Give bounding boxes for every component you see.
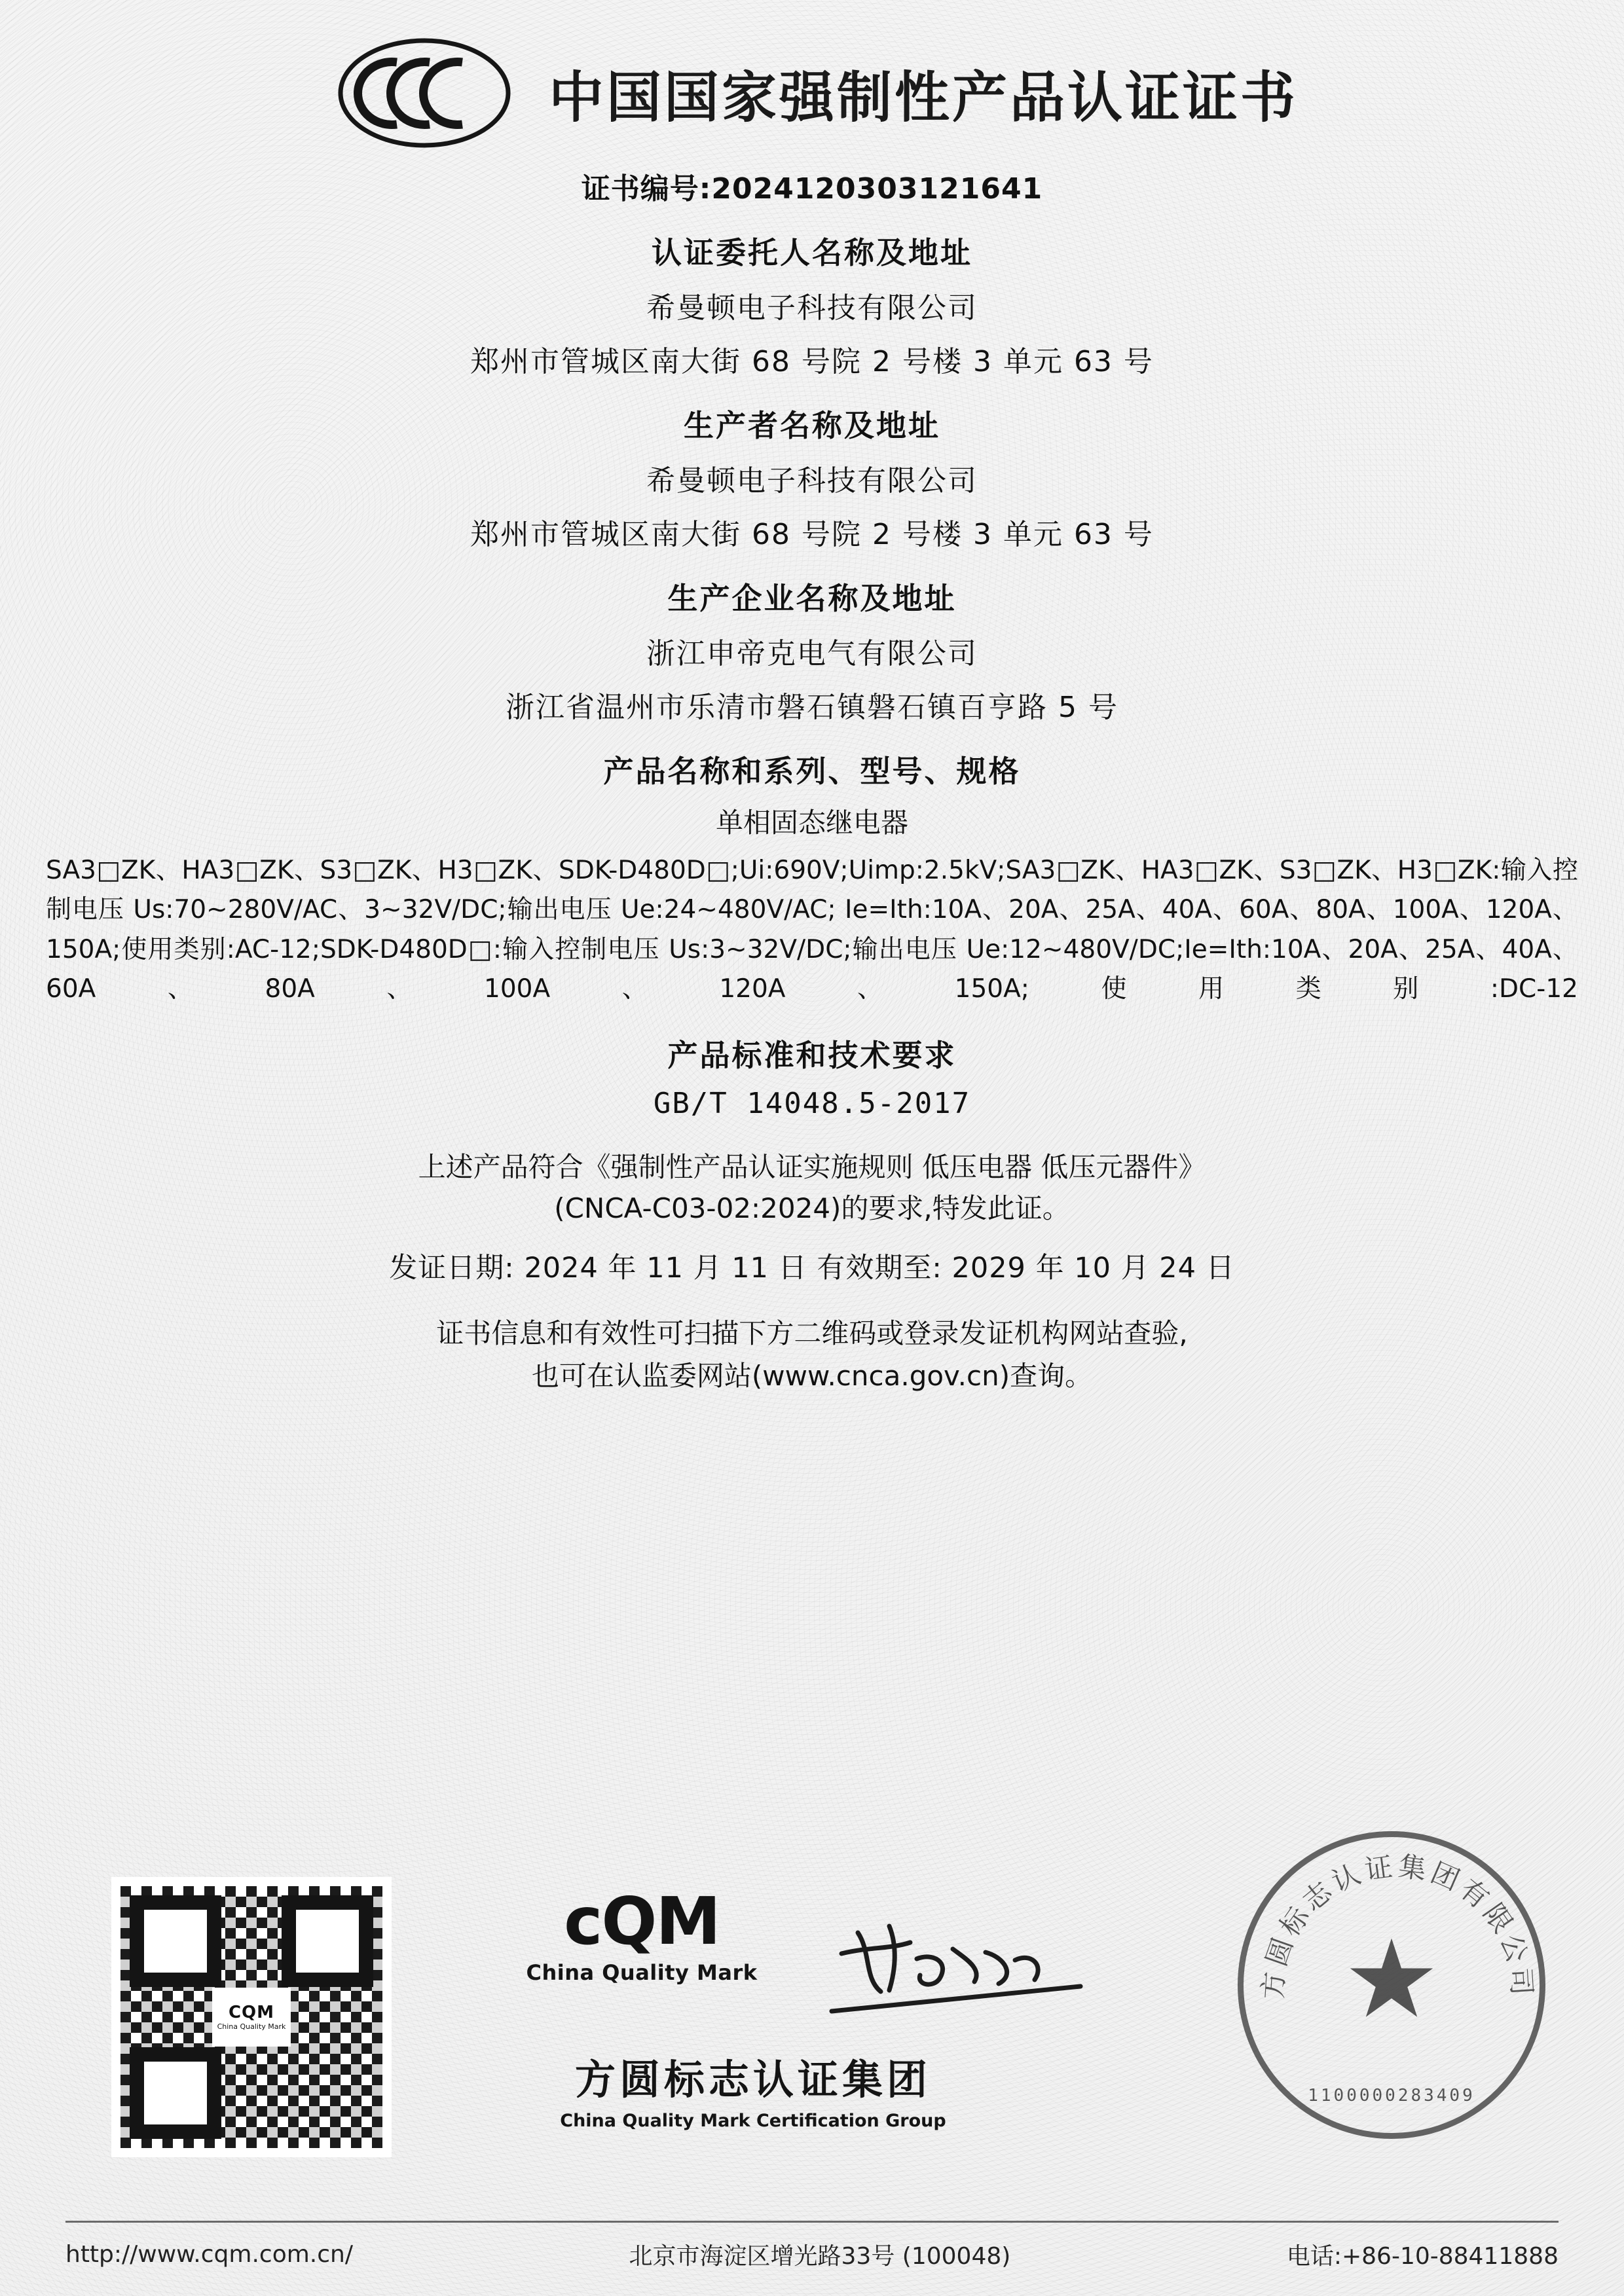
manufacturer-address: 浙江省温州市乐清市磐石镇磐石镇百亨路 5 号 xyxy=(506,691,1118,724)
applicant-address: 郑州市管城区南大街 68 号院 2 号楼 3 单元 63 号 xyxy=(470,345,1154,378)
certificate-header xyxy=(39,0,1585,151)
qr-finder-bottom-left xyxy=(130,2047,221,2139)
certificate-qr-code[interactable] xyxy=(111,1877,392,2157)
applicant-name: 希曼顿电子科技有限公司 xyxy=(646,291,978,325)
footer-website[interactable]: http://www.cqm.com.cn/ xyxy=(65,2241,353,2268)
certificate-footer-marks xyxy=(0,1850,1624,2198)
qr-center-sublabel: China Quality Mark xyxy=(217,2022,286,2031)
verification-line-1: 证书信息和有效性可扫描下方二维码或登录发证机构网站查验, xyxy=(436,1317,1188,1349)
authorized-signature xyxy=(819,1913,1094,2037)
cqm-logo-subtitle: China Quality Mark xyxy=(526,1960,758,1985)
applicant-label: 认证委托人名称及地址 xyxy=(652,235,972,270)
seal-number: 1100000283409 xyxy=(1308,2086,1475,2105)
verification-line-2: 也可在认监委网站(www.cnca.gov.cn)查询。 xyxy=(531,1359,1093,1392)
standard-value: GB/T 14048.5-2017 xyxy=(653,1086,971,1120)
footer xyxy=(65,2238,1559,2271)
qr-center-logo xyxy=(212,1988,291,2047)
section-producer xyxy=(39,402,1585,553)
section-standard xyxy=(39,1032,1585,1120)
issue-and-validity-dates: 发证日期: 2024 年 11 月 11 日 有效期至: 2029 年 10 月 24 日 xyxy=(389,1251,1235,1285)
cqm-chinese-sub: China Quality Mark Certification Group xyxy=(560,2111,946,2131)
product-specification: SA3□ZK、HA3□ZK、S3□ZK、H3□ZK、SDK-D480D□;Ui:690V;Uimp:2.5kV;SA3□ZK、HA3□ZK、S3□ZK、H3□ZK:输入控制电压 Us:70~280V/AC、3~32V/DC;输出电压 Ue:24~480V/AC; Ie=Ith:10A、20A、25A、40A、60A、80A、100A、120A、150A;使用类别:AC-12;SDK-D480D□:输入控制电压 Us:3~32V/DC;输出电压 Ue:12~480V/DC;Ie=Ith:10A、20A、25A、40A、60A、80A、100A、120A、150A;使用类别:DC-12 xyxy=(46,856,1578,1004)
ccc-logo-icon xyxy=(326,36,523,151)
section-manufacturer xyxy=(39,575,1585,725)
manufacturer-label: 生产企业名称及地址 xyxy=(667,581,957,616)
cqm-chinese-main: 方圆标志认证集团 xyxy=(574,2056,931,2104)
seal-star-icon: ★ xyxy=(1343,1918,1440,2039)
page-title: 中国国家强制性产品认证证书 xyxy=(548,65,1298,130)
product-label: 产品名称和系列、型号、规格 xyxy=(603,754,1021,789)
verification-notice xyxy=(39,1312,1585,1397)
svg-text:方圆标志认证集团有限公司: 方圆标志认证集团有限公司 xyxy=(1256,1850,1539,2000)
statement-line-2: (CNCA-C03-02:2024)的要求,特发此证。 xyxy=(554,1192,1070,1224)
cqm-chinese-name xyxy=(458,2047,1048,2131)
footer-phone: 电话:+86-10-88411888 xyxy=(1286,2243,1559,2270)
certificate-number: 证书编号:2024120303121641 xyxy=(581,172,1043,206)
manufacturer-name: 浙江申帝克电气有限公司 xyxy=(646,637,978,670)
cqm-logo xyxy=(504,1883,779,1985)
qr-center-label: CQM xyxy=(228,2003,275,2022)
footer-divider xyxy=(65,2221,1559,2223)
product-name: 单相固态继电器 xyxy=(715,807,908,839)
conformity-statement xyxy=(39,1146,1585,1229)
producer-name: 希曼顿电子科技有限公司 xyxy=(646,464,978,498)
producer-address: 郑州市管城区南大街 68 号院 2 号楼 3 单元 63 号 xyxy=(470,518,1154,551)
statement-line-1: 上述产品符合《强制性产品认证实施规则 低压电器 低压元器件》 xyxy=(418,1150,1206,1183)
standard-label: 产品标准和技术要求 xyxy=(667,1037,957,1073)
footer-address: 北京市海淀区增光路33号 (100048) xyxy=(629,2243,1011,2270)
official-seal xyxy=(1238,1831,1545,2139)
producer-label: 生产者名称及地址 xyxy=(684,408,940,443)
section-product xyxy=(39,748,1585,1010)
section-applicant xyxy=(39,229,1585,380)
cqm-logo-wordmark: cQM xyxy=(564,1883,720,1959)
